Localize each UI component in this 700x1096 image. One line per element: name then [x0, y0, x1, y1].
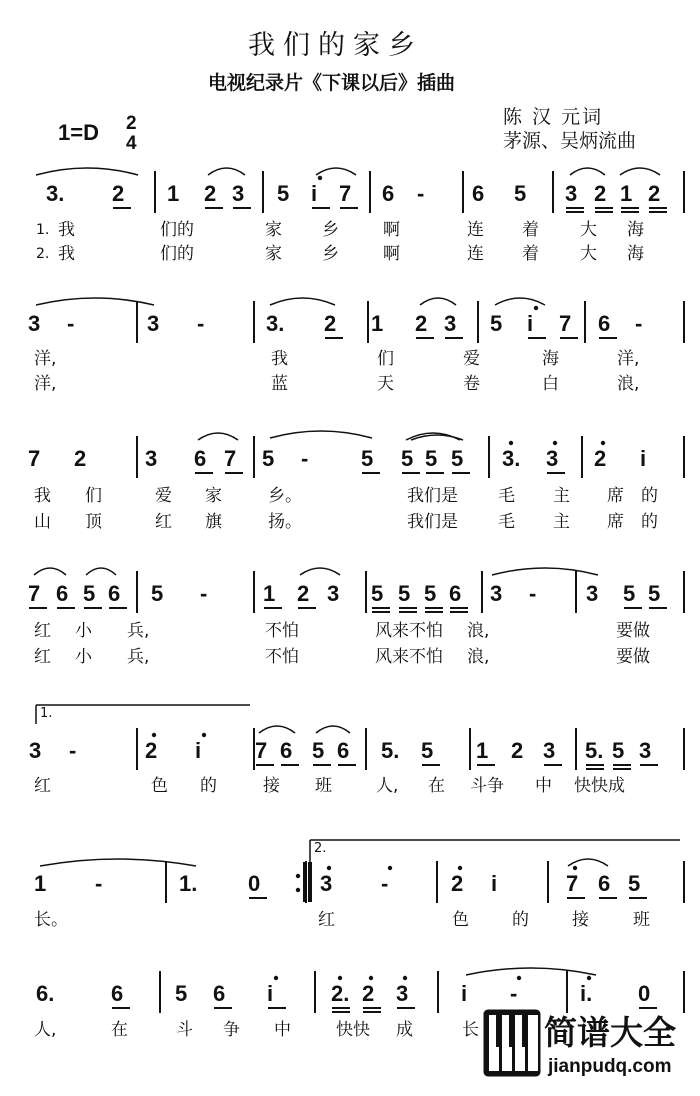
lyric-syllable: 长。	[34, 910, 68, 930]
note: 1	[34, 871, 47, 896]
note: 5	[451, 446, 464, 471]
note: 2	[594, 181, 607, 206]
time-signature-bottom: 4	[126, 133, 137, 154]
lyric-syllable: 海	[627, 220, 644, 240]
note: i.	[580, 981, 593, 1006]
slur-curve	[316, 726, 350, 733]
note: 6	[337, 738, 350, 763]
note: 2	[204, 181, 217, 206]
lyric-syllable: 大	[580, 244, 597, 264]
note: i	[491, 871, 498, 896]
lyric-syllable: 的	[641, 512, 658, 532]
piano-key-icon	[528, 1015, 538, 1071]
lyric-syllable: 啊	[383, 244, 400, 264]
slur-curve	[300, 568, 340, 575]
lyricist-credit: 陈 汉 元词	[503, 106, 604, 128]
lyric-syllable: 着	[522, 220, 539, 240]
lyric-syllable: 不怕	[265, 647, 299, 667]
note: i	[267, 981, 274, 1006]
lyric-syllable: 红	[318, 910, 335, 930]
note: 5	[262, 446, 275, 471]
note: 5	[648, 581, 661, 606]
lyric-syllable: 乡。	[268, 486, 302, 506]
slur-curve	[208, 168, 245, 175]
note: 3	[586, 581, 599, 606]
lyric-syllable: 风来不怕	[375, 647, 443, 667]
note: 2	[511, 738, 524, 763]
lyric-syllable: 红	[34, 647, 51, 667]
piano-black-key-icon	[509, 1015, 515, 1047]
note: i	[461, 981, 468, 1006]
lyric-syllable: 要做	[616, 647, 650, 667]
note: 5	[175, 981, 188, 1006]
song-subtitle: 电视纪录片《下课以后》插曲	[208, 72, 456, 94]
slur-curve	[570, 168, 605, 175]
lyric-syllable: 白	[542, 374, 559, 394]
slur-curve	[34, 568, 66, 575]
slur-curve	[259, 726, 295, 733]
note: 2	[415, 311, 428, 336]
lyric-syllable: 海	[627, 244, 644, 264]
slur-curve	[620, 168, 660, 175]
note: 3	[327, 581, 340, 606]
note: 5	[612, 738, 625, 763]
note: 6	[194, 446, 207, 471]
note: 6	[472, 181, 485, 206]
lyric-syllable: 洋,	[34, 349, 57, 369]
volta-first-label: 1.	[40, 706, 53, 721]
note: 3	[565, 181, 578, 206]
octave-dot	[553, 441, 557, 445]
lyric-syllable: 海	[542, 349, 559, 369]
octave-dot	[534, 306, 538, 310]
note: 3.	[502, 446, 521, 471]
note: 3	[639, 738, 652, 763]
note: 2	[145, 738, 158, 763]
note-dash: -	[417, 181, 425, 206]
lyric-syllable: 洋,	[34, 374, 57, 394]
lyric-syllable: 红	[34, 621, 51, 641]
volta-second-label: 2.	[314, 841, 327, 856]
lyric-syllable: 人,	[34, 1020, 57, 1040]
note: 5	[514, 181, 527, 206]
lyric-syllable: 大	[580, 220, 597, 240]
note-dash: -	[510, 981, 518, 1006]
note: 7	[566, 871, 579, 896]
slur-curve	[86, 568, 116, 575]
note: 7	[339, 181, 352, 206]
lyric-syllable: 我	[58, 220, 75, 240]
lyric-syllable: 色	[151, 776, 168, 796]
octave-dot	[587, 976, 591, 980]
note: 5	[623, 581, 636, 606]
note: 7	[255, 738, 268, 763]
note: i	[311, 181, 318, 206]
lyric-syllable: 我	[34, 486, 51, 506]
note: 6	[108, 581, 121, 606]
note: 5	[490, 311, 503, 336]
lyric-syllable: 成	[396, 1020, 413, 1040]
lyric-syllable: 蓝	[271, 374, 288, 394]
lyric-syllable: 的	[641, 486, 658, 506]
note: 3	[546, 446, 559, 471]
note: 6	[56, 581, 69, 606]
piano-black-key-icon	[522, 1015, 528, 1047]
note: 2	[594, 446, 607, 471]
note: 6	[213, 981, 226, 1006]
note: 1.	[179, 871, 198, 896]
lyric-syllable: 着	[522, 244, 539, 264]
lyric-syllable: 在	[111, 1020, 128, 1040]
octave-dot	[458, 866, 462, 870]
lyric-syllable: 们的	[160, 244, 194, 264]
octave-dot	[152, 733, 156, 737]
note: 0	[638, 981, 651, 1006]
triplet-bracket	[411, 435, 463, 440]
lyric-syllable: 小	[75, 647, 92, 667]
lyric-syllable: 卷	[463, 374, 480, 394]
watermark-url: jianpudq.com	[548, 1056, 672, 1077]
slur-curve	[495, 298, 545, 305]
note: 6.	[36, 981, 55, 1006]
lyric-syllable: 们	[85, 486, 102, 506]
octave-dot	[517, 976, 521, 980]
slur-curve	[198, 433, 238, 440]
lyric-syllable: 家	[205, 486, 222, 506]
lyric-syllable: 风来不怕	[375, 621, 443, 641]
note: 5.	[381, 738, 400, 763]
lyric-syllable: 我	[271, 349, 288, 369]
octave-dot	[509, 441, 513, 445]
lyric-syllable: 我	[58, 244, 75, 264]
lyric-syllable: 毛	[498, 486, 515, 506]
lyric-syllable: 争	[223, 1020, 240, 1040]
note: 5	[425, 446, 438, 471]
lyric-syllable: 长	[462, 1020, 479, 1040]
lyric-syllable: 主	[553, 486, 570, 506]
lyric-syllable: 斗	[176, 1020, 193, 1040]
note-dash: -	[635, 311, 643, 336]
composer-credit: 茅源、吴炳流曲	[503, 130, 637, 152]
note: 7	[224, 446, 237, 471]
lyric-syllable: 顶	[85, 512, 102, 532]
note: 1	[476, 738, 489, 763]
note: 2.	[331, 981, 350, 1006]
note: 3.	[266, 311, 285, 336]
lyric-syllable: 班	[315, 776, 332, 796]
key-signature: 1=D	[58, 120, 99, 145]
note: 5	[628, 871, 641, 896]
octave-dot	[601, 441, 605, 445]
note: 7	[28, 581, 41, 606]
note: 1	[263, 581, 276, 606]
octave-dot	[369, 976, 373, 980]
note: 3	[543, 738, 556, 763]
note: 5	[151, 581, 164, 606]
lyric-syllable: 接	[263, 776, 280, 796]
lyric-syllable: 斗争	[470, 776, 504, 796]
note-dash: -	[301, 446, 309, 471]
lyric-syllable: 家	[265, 244, 282, 264]
repeat-dot	[296, 888, 300, 892]
octave-dot	[318, 176, 322, 180]
lyric-syllable: 家	[265, 220, 282, 240]
slur-curve	[420, 298, 456, 305]
note: 5	[421, 738, 434, 763]
octave-dot	[327, 866, 331, 870]
lyric-syllable: 们	[377, 349, 394, 369]
lyric-syllable: 浪,	[617, 374, 640, 394]
piano-black-key-icon	[496, 1015, 502, 1047]
lyric-syllable: 的	[512, 910, 529, 930]
note: 3	[29, 738, 42, 763]
note: 2	[362, 981, 375, 1006]
note: 5	[83, 581, 96, 606]
lyric-syllable: 连	[467, 220, 484, 240]
note: 6	[598, 871, 611, 896]
lyric-syllable: 们的	[160, 220, 194, 240]
note: 2	[324, 311, 337, 336]
note: 5	[371, 581, 384, 606]
lyric-syllable: 乡	[322, 244, 339, 264]
note: 3	[28, 311, 41, 336]
note: 5	[312, 738, 325, 763]
note: 0	[248, 871, 261, 896]
slur-curve	[316, 168, 356, 175]
note-dash: -	[529, 581, 537, 606]
note: 6	[280, 738, 293, 763]
lyric-syllable: 我们是	[407, 486, 458, 506]
lyric-syllable: 山	[34, 512, 51, 532]
note: i	[527, 311, 534, 336]
lyric-syllable: 班	[633, 910, 650, 930]
watermark-logo-text: 简谱大全	[544, 1013, 676, 1052]
repeat-dot	[296, 874, 300, 878]
lyric-syllable: 连	[467, 244, 484, 264]
note-dash: -	[95, 871, 103, 896]
note-dash: -	[381, 871, 389, 896]
octave-dot	[338, 976, 342, 980]
note: 2	[648, 181, 661, 206]
octave-dot	[403, 976, 407, 980]
lyric-syllable: 人,	[376, 776, 399, 796]
note: 6	[111, 981, 124, 1006]
lyric-syllable: 中	[535, 776, 552, 796]
lyric-syllable: 扬。	[268, 512, 302, 532]
note: 2	[74, 446, 87, 471]
lyric-syllable: 啊	[383, 220, 400, 240]
lyric-syllable: 席	[607, 512, 624, 532]
note: i	[195, 738, 202, 763]
note: 3	[147, 311, 160, 336]
song-title: 我们的家乡	[248, 30, 423, 61]
octave-dot	[202, 733, 206, 737]
lyric-syllable: 爱	[155, 486, 172, 506]
slur-curve	[568, 859, 608, 866]
note: 5	[361, 446, 374, 471]
note: i	[640, 446, 647, 471]
note-dash: -	[200, 581, 208, 606]
lyric-syllable: 色	[452, 910, 469, 930]
lyric-syllable: 快快	[336, 1020, 370, 1040]
lyric-syllable: 快快成	[574, 776, 625, 796]
note-dash: -	[69, 738, 77, 763]
note: 7	[28, 446, 41, 471]
note: 5	[401, 446, 414, 471]
note: 3	[232, 181, 245, 206]
note: 1	[620, 181, 633, 206]
note: 5	[424, 581, 437, 606]
verse-number-2: 2.	[36, 246, 50, 262]
note: 7	[559, 311, 572, 336]
lyric-syllable: 毛	[498, 512, 515, 532]
octave-dot	[274, 976, 278, 980]
lyric-syllable: 浪,	[467, 647, 490, 667]
note: 3.	[46, 181, 65, 206]
time-signature-top: 2	[126, 113, 137, 134]
lyric-syllable: 乡	[322, 220, 339, 240]
note: 3	[320, 871, 333, 896]
lyric-syllable: 天	[377, 374, 394, 394]
lyric-syllable: 主	[553, 512, 570, 532]
note: 6	[598, 311, 611, 336]
lyric-syllable: 红	[34, 776, 51, 796]
lyric-syllable: 接	[572, 910, 589, 930]
lyric-syllable: 我们是	[407, 512, 458, 532]
octave-dot	[388, 866, 392, 870]
lyric-syllable: 的	[200, 776, 217, 796]
slur-curve	[270, 298, 335, 305]
tie-curve	[492, 568, 598, 575]
note-dash: -	[67, 311, 75, 336]
note: 3	[396, 981, 409, 1006]
note: 3	[490, 581, 503, 606]
note: 1	[167, 181, 180, 206]
verse-number-1: 1.	[36, 222, 50, 238]
octave-dot	[573, 866, 577, 870]
lyric-syllable: 不怕	[265, 621, 299, 641]
lyric-syllable: 中	[274, 1020, 291, 1040]
note-dash: -	[197, 311, 205, 336]
note: 2	[297, 581, 310, 606]
lyric-syllable: 兵,	[127, 647, 150, 667]
lyric-syllable: 旗	[205, 512, 222, 532]
note: 5.	[585, 738, 604, 763]
note: 6	[449, 581, 462, 606]
lyric-syllable: 要做	[616, 621, 650, 641]
lyric-syllable: 在	[428, 776, 445, 796]
lyric-syllable: 洋,	[617, 349, 640, 369]
note: 5	[277, 181, 290, 206]
lyric-syllable: 席	[607, 486, 624, 506]
lyric-syllable: 兵,	[127, 621, 150, 641]
note: 2	[112, 181, 125, 206]
note: 1	[371, 311, 384, 336]
note: 3	[444, 311, 457, 336]
lyric-syllable: 浪,	[467, 621, 490, 641]
note: 5	[398, 581, 411, 606]
tie-curve	[40, 859, 196, 866]
tie-curve	[270, 431, 372, 438]
lyric-syllable: 小	[75, 621, 92, 641]
note: 2	[451, 871, 464, 896]
lyric-syllable: 红	[155, 512, 172, 532]
lyric-syllable: 爱	[463, 349, 480, 369]
note: 3	[145, 446, 158, 471]
tie-curve	[36, 168, 138, 175]
tie-curve	[466, 968, 596, 975]
note: 6	[382, 181, 395, 206]
